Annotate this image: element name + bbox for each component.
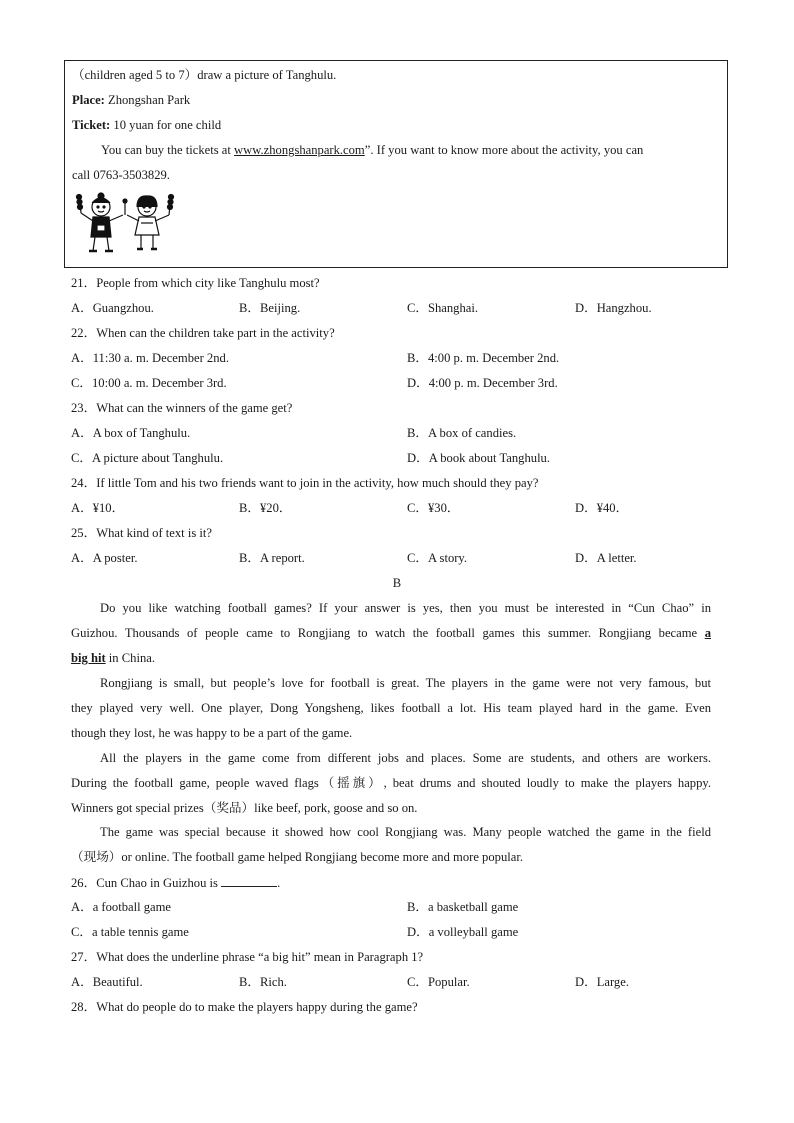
children-tanghulu-illustration <box>71 189 183 261</box>
q26-option-b[interactable]: B．a basketball game <box>407 900 519 914</box>
q22-option-a[interactable]: A．11:30 a. m. December 2nd. <box>71 351 229 365</box>
passage-p2-line3: though they lost, he was happy to be a part of the game. <box>71 726 353 740</box>
question-22: 22．When can the children take part in the activity? <box>71 326 335 340</box>
poster-tickets-info <box>101 142 643 158</box>
q25-option-d[interactable]: D．A letter. <box>575 551 637 565</box>
question-21: 21．People from which city like Tanghulu most? <box>71 276 320 290</box>
q22-option-b[interactable]: B．4:00 p. m. December 2nd. <box>407 351 560 365</box>
passage-p4-line2: （现场）or online. The football game helped Rongjiang become more and more popular. <box>71 850 523 864</box>
p1-line2-text: Guizhou. Thousands of people came to Rongjiang to watch the football games this summer. Rongjiang became <box>71 626 705 640</box>
q24-option-c[interactable]: C．¥30． <box>407 501 460 515</box>
q25-option-b[interactable]: B．A report. <box>239 551 305 565</box>
question-26 <box>71 874 280 891</box>
passage-p2-line2: they played very well. One player, Dong Yongsheng, likes football a lot. His team played hard in the game. Even <box>71 701 711 715</box>
ticket-label: Ticket: <box>72 118 111 132</box>
q22-option-c[interactable]: C．10:00 a. m. December 3rd. <box>71 376 227 390</box>
question-25: 25．What kind of text is it? <box>71 526 212 540</box>
q27-option-a[interactable]: A．Beautiful. <box>71 975 143 989</box>
q22-option-d[interactable]: D．4:00 p. m. December 3rd. <box>407 376 558 390</box>
passage-p1-line2 <box>71 625 711 641</box>
q26-stem: 26．Cun Chao in Guizhou is <box>71 876 218 890</box>
section-b-heading: B <box>392 576 402 590</box>
question-24: 24．If little Tom and his two friends want to join in the activity, how much should they pay? <box>71 476 539 490</box>
q27-option-d[interactable]: D．Large. <box>575 975 629 989</box>
poster-line-activity: （children aged 5 to 7）draw a picture of Tanghulu. <box>72 68 337 82</box>
q27-option-c[interactable]: C．Popular. <box>407 975 470 989</box>
passage-p2-line1: Rongjiang is small, but people’s love for football is great. The players in the game were not very famous, but <box>100 676 711 690</box>
poster-place <box>72 92 190 108</box>
q24-option-b[interactable]: B．¥20． <box>239 501 292 515</box>
q23-option-c[interactable]: C．A picture about Tanghulu. <box>71 451 224 465</box>
passage-p4-line1: The game was special because it showed how cool Rongjiang was. Many people watched the game in the field <box>100 825 711 839</box>
q23-option-a[interactable]: A．A box of Tanghulu. <box>71 426 191 440</box>
place-label: Place: <box>72 93 105 107</box>
q25-option-a[interactable]: A．A poster. <box>71 551 138 565</box>
question-28: 28．What do people do to make the players happy during the game? <box>71 1000 418 1014</box>
q26-option-c[interactable]: C．a table tennis game <box>71 925 189 939</box>
q23-option-d[interactable]: D．A book about Tanghulu. <box>407 451 551 465</box>
q24-option-d[interactable]: D．¥40． <box>575 501 629 515</box>
passage-p3-line2: During the football game, people waved flags（摇旗）, beat drums and shouted loudly to make the players happy. <box>71 776 711 790</box>
poster-box <box>64 60 728 268</box>
q21-option-c[interactable]: C．Shanghai. <box>407 301 479 315</box>
q26-stem-end: . <box>277 876 281 890</box>
q26-option-a[interactable]: A．a football game <box>71 900 172 914</box>
tickets-url-link[interactable]: www.zhongshanpark.com <box>234 143 365 157</box>
big-hit-underline: big hit <box>71 651 106 665</box>
tickets-post: ”. If you want to know more about the activity, you can <box>364 143 644 157</box>
q21-option-d[interactable]: D．Hangzhou. <box>575 301 652 315</box>
q21-option-a[interactable]: A．Guangzhou. <box>71 301 154 315</box>
q23-option-b[interactable]: B．A box of candies. <box>407 426 517 440</box>
passage-p1-line3 <box>71 650 155 666</box>
passage-p3-line1: All the players in the game come from different jobs and places. Some are students, and others are workers. <box>100 751 711 765</box>
big-hit-underline-a: a <box>704 626 711 640</box>
question-23: 23．What can the winners of the game get? <box>71 401 293 415</box>
answer-blank[interactable] <box>221 874 277 887</box>
q26-option-d[interactable]: D．a volleyball game <box>407 925 519 939</box>
passage-p1-line1: Do you like watching football games? If your answer is yes, then you must be interested in “Cun Chao” in <box>100 601 711 615</box>
poster-call-line: call 0763-3503829. <box>72 168 170 182</box>
q24-option-a[interactable]: A．¥10． <box>71 501 125 515</box>
poster-ticket <box>72 117 221 133</box>
p1-line3-text: in China. <box>105 651 155 665</box>
q27-option-b[interactable]: B．Rich. <box>239 975 287 989</box>
question-27: 27．What does the underline phrase “a big hit” mean in Paragraph 1? <box>71 950 424 964</box>
place-value: Zhongshan Park <box>104 93 191 107</box>
ticket-value: 10 yuan for one child <box>110 118 222 132</box>
q25-option-c[interactable]: C．A story. <box>407 551 468 565</box>
tickets-pre: You can buy the tickets at <box>101 143 235 157</box>
q21-option-b[interactable]: B．Beijing. <box>239 301 301 315</box>
passage-p3-line3: Winners got special prizes（奖品）like beef, pork, goose and so on. <box>71 801 418 815</box>
